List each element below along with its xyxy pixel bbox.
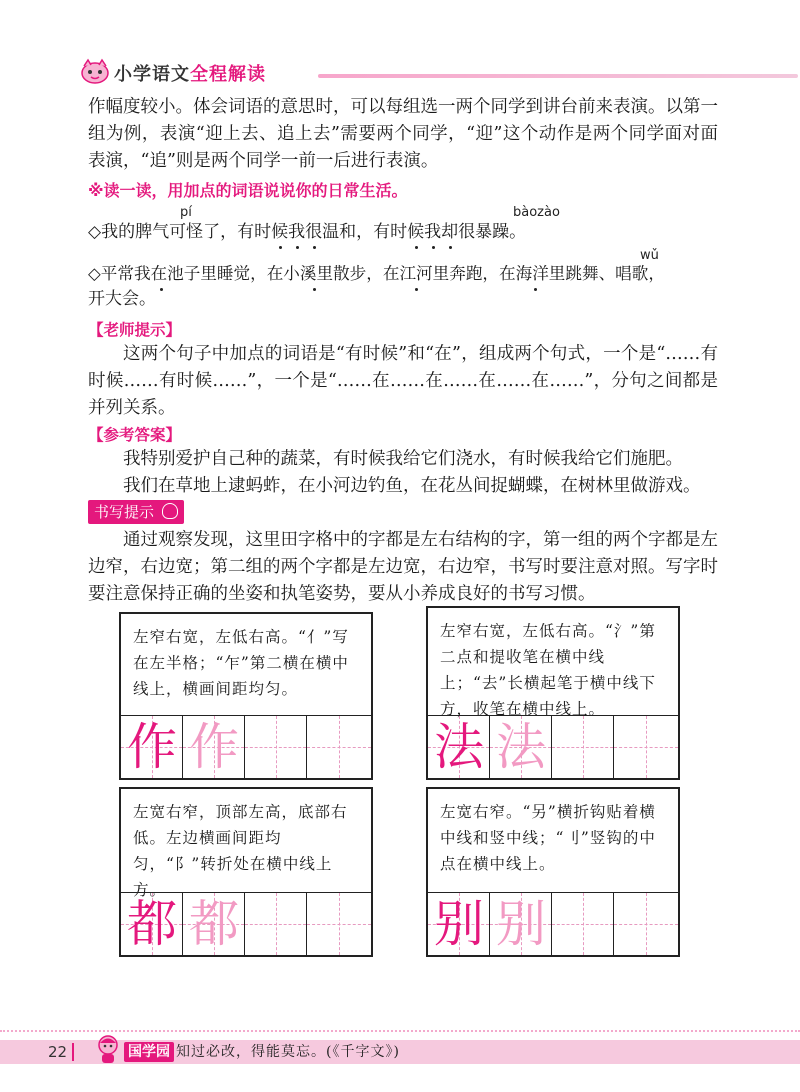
teacher-tip-tag: 【老师提示】 [88, 321, 182, 339]
tianzige-cell [614, 716, 678, 778]
model-character: 作 [127, 718, 177, 776]
page-header [80, 52, 800, 92]
emphasis-dot [415, 246, 418, 249]
read-section-heading: ※读一读，用加点的词语说说你的日常生活。 [88, 181, 408, 200]
intro-paragraph: 作幅度较小。体会词语的意思时，可以每组选一两个同学到讲台前来表演。以第一组为例，表演“迎上去、追上去”需要两个同学，“迎”这个动作是两个同学面对面表演，“追”则是两个同学一前一后进行表演。 [88, 97, 718, 171]
tianzige-grid [428, 892, 678, 955]
card-tip: 左宽右窄，顶部左高，底部右低。左边横画间距均匀，“阝”转折处在横中线上方。 [133, 803, 348, 899]
tianzige-cell [183, 893, 245, 955]
emphasis-dot [432, 246, 435, 249]
model-character: 别 [434, 895, 484, 953]
tianzige-cell [307, 716, 371, 778]
page-number-separator [72, 1043, 74, 1061]
tianzige-grid [121, 892, 371, 955]
pinyin-pi: pí [180, 205, 192, 220]
emphasis-dot [449, 246, 452, 249]
tianzige-cell [428, 716, 490, 778]
practice-card-zuo [119, 612, 373, 780]
practice-card-du [119, 787, 373, 957]
emphasis-dot [313, 246, 316, 249]
tianzige-cell [490, 893, 552, 955]
emphasis-dot [313, 288, 316, 291]
tianzige-cell [614, 893, 678, 955]
tianzige-cell [552, 893, 614, 955]
trace-character: 别 [496, 895, 546, 953]
tianzige-cell [428, 893, 490, 955]
emphasis-dot [415, 288, 418, 291]
section-label: 国学园 [124, 1042, 174, 1062]
tianzige-cell [490, 716, 552, 778]
writing-tip-tag: 书写提示 [88, 500, 184, 524]
writing-tip-text: 通过观察发现，这里田字格中的字都是左右结构的字，第一组的两个字都是左边窄，右边宽；第二组的两个字都是左边宽，右边窄，书写时要注意对照。写字时要注意保持正确的坐姿和执笔姿势，要从小养成良好的书写习惯。 [88, 530, 718, 604]
pinyin-baozao: bàozào [513, 205, 560, 220]
answer-line-1: 我特别爱护自己种的蔬菜，有时候我给它们浇水，有时候我给它们施肥。 [123, 449, 683, 469]
header-title-highlight: 全程解读 [190, 64, 266, 85]
answer-tag: 【参考答案】 [88, 426, 182, 444]
cartoon-mascot-icon [80, 58, 110, 84]
footer-divider [0, 1030, 800, 1032]
hand-icon [162, 503, 178, 519]
tianzige-cell [245, 893, 307, 955]
emphasis-dot [160, 288, 163, 291]
card-tip: 左窄右宽，左低右高。“氵”第二点和提收笔在横中线上；“去”长横起笔于横中线下方，收笔在横中线上。 [440, 622, 656, 718]
example-sentence-2-line-1: ◇平常我在池子里睡觉，在小溪里散步，在江河里奔跑，在海洋里跳舞、唱歌， [88, 264, 665, 283]
model-character: 法 [434, 718, 484, 776]
practice-card-bie [426, 787, 680, 957]
emphasis-dot [279, 246, 282, 249]
child-mascot-icon [96, 1034, 120, 1064]
card-tip: 左窄右宽，左低右高。“亻”写在左半格；“乍”第二横在横中线上，横画间距均匀。 [133, 628, 349, 698]
teacher-tip-text: 这两个句子中加点的词语是“有时候”和“在”，组成两个句式，一个是“……有时候……有时候……”，一个是“……在……在……在……在……”，分句之间都是并列关系。 [88, 344, 718, 418]
header-divider [318, 74, 798, 78]
tianzige-grid [121, 715, 371, 778]
tianzige-cell [552, 716, 614, 778]
page-number: 22 [48, 1043, 68, 1061]
model-character: 都 [127, 895, 177, 953]
footer-quote: 知过必改，得能莫忘。(《千字文》) [176, 1044, 400, 1060]
emphasis-dot [296, 246, 299, 249]
tianzige-cell [121, 893, 183, 955]
emphasis-dot [534, 288, 537, 291]
trace-character: 都 [189, 895, 239, 953]
tianzige-cell [121, 716, 183, 778]
card-tip: 左宽右窄。“另”横折钩贴着横中线和竖中线；“刂”竖钩的中点在横中线上。 [440, 803, 656, 873]
trace-character: 作 [189, 718, 239, 776]
tianzige-cell [183, 716, 245, 778]
tianzige-cell [307, 893, 371, 955]
tianzige-cell [245, 716, 307, 778]
practice-card-fa [426, 606, 680, 780]
example-sentence-1: ◇我的脾气可怪了，有时候我很温和，有时候我却很暴躁。 [88, 222, 527, 242]
footer-bar [0, 1040, 800, 1064]
pinyin-wu: wǔ [640, 248, 659, 263]
example-sentence-2-line-2: 开大会。 [88, 289, 156, 309]
header-title: 小学语文全程解读 [114, 64, 266, 85]
answer-line-2: 我们在草地上逮蚂蚱，在小河边钓鱼，在花丛间捉蝴蝶，在树林里做游戏。 [123, 476, 701, 496]
tianzige-grid [428, 715, 678, 778]
trace-character: 法 [496, 718, 546, 776]
